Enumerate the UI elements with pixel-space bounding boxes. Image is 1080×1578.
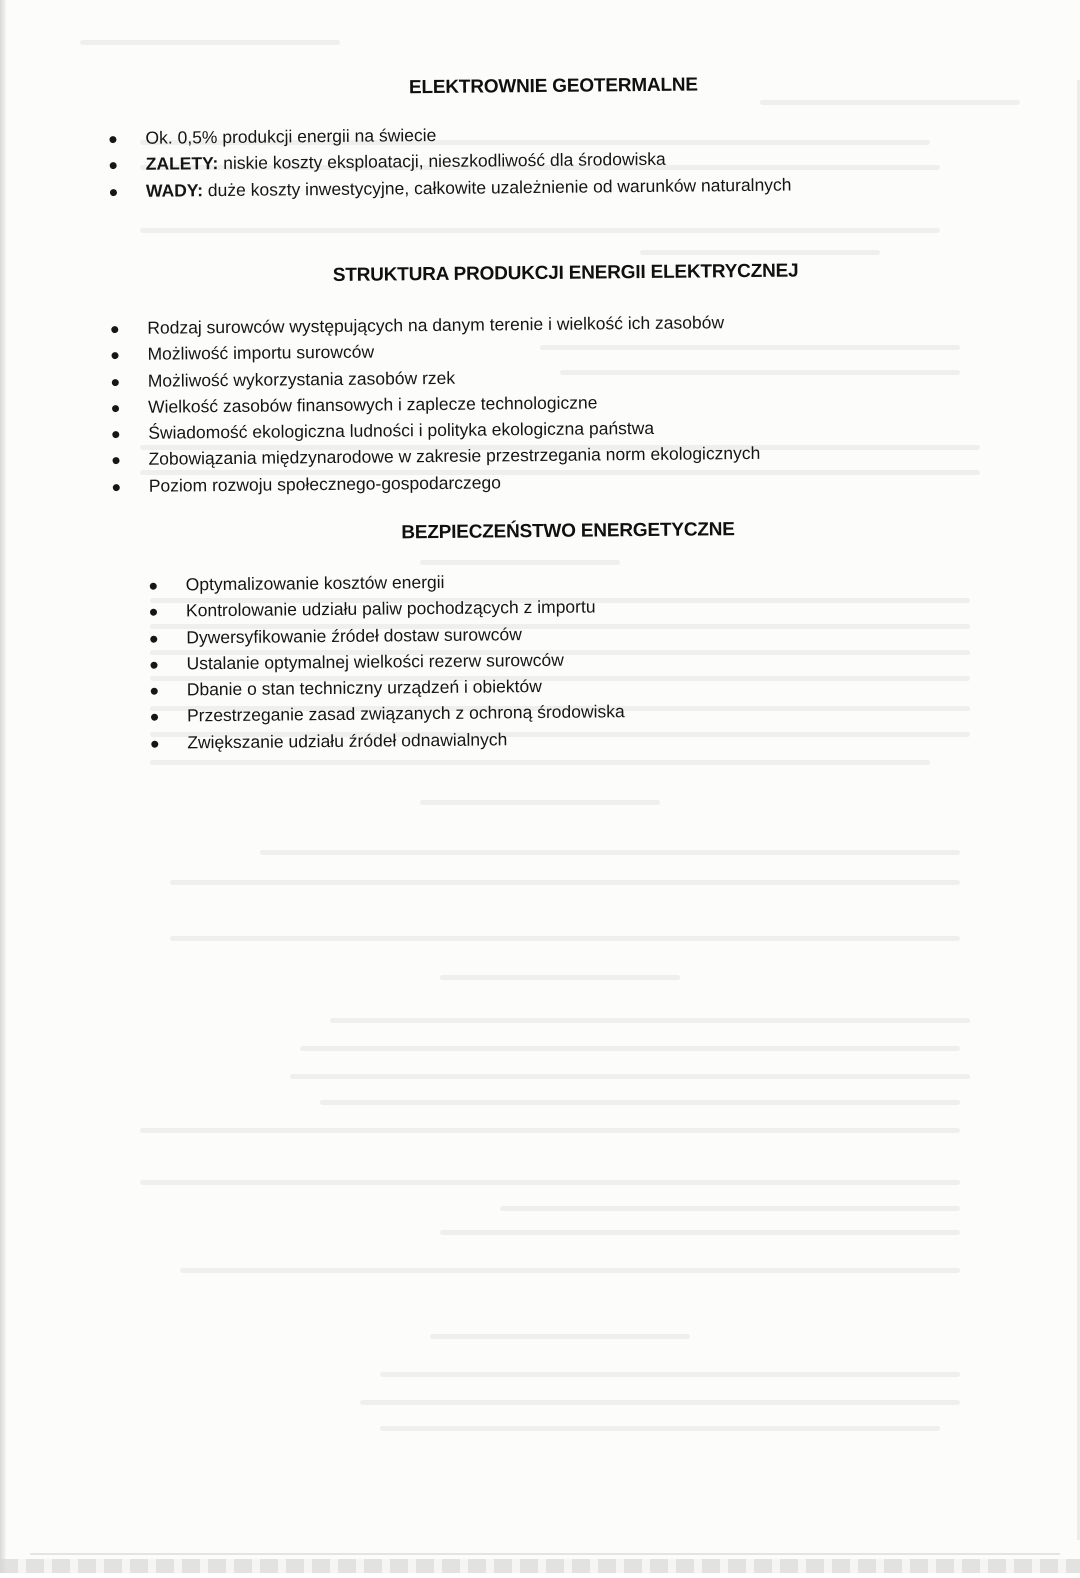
bullet-icon	[112, 352, 119, 359]
list-item: Zobowiązania międzynarodowe w zakresie przestrzegania norm ekologicznych	[112, 440, 760, 473]
bullet-icon	[112, 431, 119, 438]
bullet-icon	[113, 458, 120, 465]
list-item: Świadomość ekologiczna ludności i polityka ekologiczna państwa	[112, 414, 760, 447]
bullet-icon	[150, 609, 157, 616]
list-item: Wielkość zasobów finansowych i zaplecze technologiczne	[112, 388, 760, 421]
bullet-icon	[109, 136, 116, 143]
list-item: Przestrzeganie zasad związanych z ochroną środowiska	[151, 699, 625, 730]
disadvantages-label: WADY:	[145, 179, 204, 201]
advantages-label: ZALETY:	[145, 153, 219, 175]
list-item: Rodzaj surowców występujących na danym terenie i wielkość ich zasobów	[111, 309, 759, 342]
bullet-icon	[112, 405, 119, 412]
production-structure-list	[111, 309, 761, 499]
geothermal-list	[109, 119, 791, 204]
list-item: Możliwość importu surowców	[111, 335, 759, 368]
bullet-icon	[151, 688, 158, 695]
bullet-icon	[110, 189, 117, 196]
list-item: Optymalizowanie kosztów energii	[150, 567, 624, 598]
list-item: Ok. 0,5% produkcji energii na świecie	[109, 119, 791, 152]
energy-security-list	[150, 567, 625, 756]
bullet-icon	[112, 379, 119, 386]
list-item: Ustalanie optymalnej wielkości rezerw surowców	[150, 646, 624, 677]
list-item: Dbanie o stan techniczny urządzeń i obiektów	[151, 672, 625, 703]
bullet-icon	[150, 635, 157, 642]
bullet-icon	[151, 714, 158, 721]
list-item: Dywersyfikowanie źródeł dostaw surowców	[150, 620, 624, 651]
bullet-icon	[110, 162, 117, 169]
list-item: WADY: duże koszty inwestycyjne, całkowite uzależnienie od warunków naturalnych	[110, 171, 792, 204]
bullet-icon	[113, 484, 120, 491]
section-title-geothermal: ELEKTROWNIE GEOTERMALNE	[408, 74, 698, 99]
bullet-icon	[111, 326, 118, 333]
list-item: ZALETY: niskie koszty eksploatacji, nieszkodliwość dla środowiska	[110, 145, 792, 178]
bullet-icon	[151, 740, 158, 747]
list-item: Kontrolowanie udziału paliw pochodzących z importu	[150, 594, 624, 625]
list-item: Możliwość wykorzystania zasobów rzek	[112, 361, 760, 394]
section-title-energy-security: BEZPIECZEŃSTWO ENERGETYCZNE	[401, 519, 735, 544]
list-item: Zwiększanie udziału źródeł odnawialnych	[151, 725, 625, 756]
bullet-icon	[150, 583, 157, 590]
list-item: Poziom rozwoju społecznego-gospodarczego	[113, 467, 761, 500]
bullet-icon	[150, 662, 157, 669]
section-title-production-structure: STRUKTURA PRODUKCJI ENERGII ELEKTRYCZNEJ	[332, 260, 799, 286]
